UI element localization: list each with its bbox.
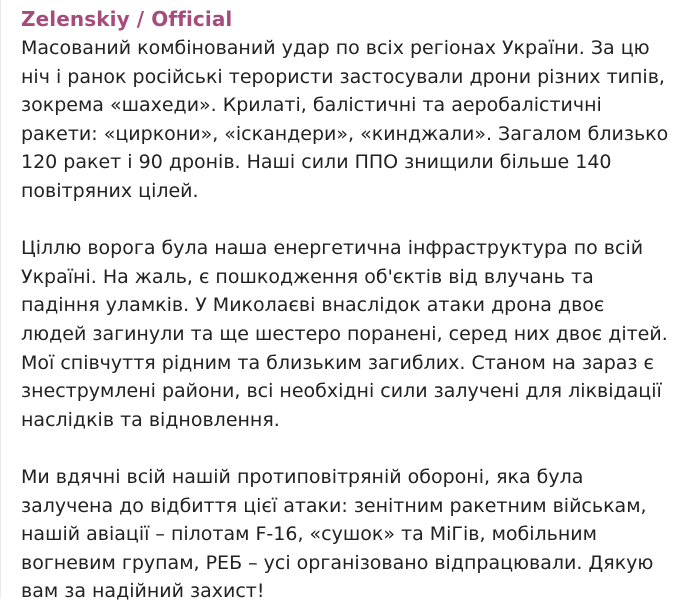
message-line: Мої співчуття рідним та близьким загиблих. Станом на зараз є xyxy=(21,351,654,374)
message-line: Масований комбінований удар по всіх регіонах України. За цю xyxy=(21,37,650,59)
message-line: вам за надійний захист! xyxy=(21,580,265,603)
message-line: зокрема «шахеди». Крилаті, балістичні та аеробалістичні xyxy=(21,94,602,117)
channel-name[interactable]: Zelenskiy / Official xyxy=(21,7,233,31)
message-line: повітряних цілей. xyxy=(21,179,199,202)
message-line: Україні. На жаль, є пошкодження об'єктів від влучань та xyxy=(21,265,594,288)
message-line: Ціллю ворога була наша енергетична інфраструктура по всій xyxy=(21,237,644,260)
message-line: ніч і ранок російські терористи застосували дрони різних типів, xyxy=(21,65,665,88)
message-line: 120 ракет і 90 дронів. Наші сили ППО знищили більше 140 xyxy=(21,151,612,174)
message-line: наслідків та відновлення. xyxy=(21,408,280,431)
message-paragraph-2 xyxy=(21,234,671,434)
message-text xyxy=(21,34,671,606)
message-paragraph-3 xyxy=(21,463,671,606)
message-line: вогневим групам, РЕБ – усі організовано відпрацювали. Дякую xyxy=(21,551,654,574)
message-paragraph-1 xyxy=(21,34,671,206)
message-line: нашій авіації – пілотам F-16, «сушок» та МіГів, мобільним xyxy=(21,523,597,546)
message-line: падіння уламків. У Миколаєві внаслідок атаки дрона двоє xyxy=(21,294,605,317)
message-line: знеструмлені райони, всі необхідні сили залучені для ліквідації xyxy=(21,380,662,403)
message-line: залучена до відбиття цієї атаки: зенітним ракетним військам, xyxy=(21,494,647,517)
message-line: людей загинули та ще шестеро поранені, серед них двоє дітей. xyxy=(21,322,668,345)
message-line: ракети: «циркони», «іскандери», «кинджали». Загалом близько xyxy=(21,122,669,145)
message-line: Ми вдячні всій нашій протиповітряній обороні, яка була xyxy=(21,465,584,488)
